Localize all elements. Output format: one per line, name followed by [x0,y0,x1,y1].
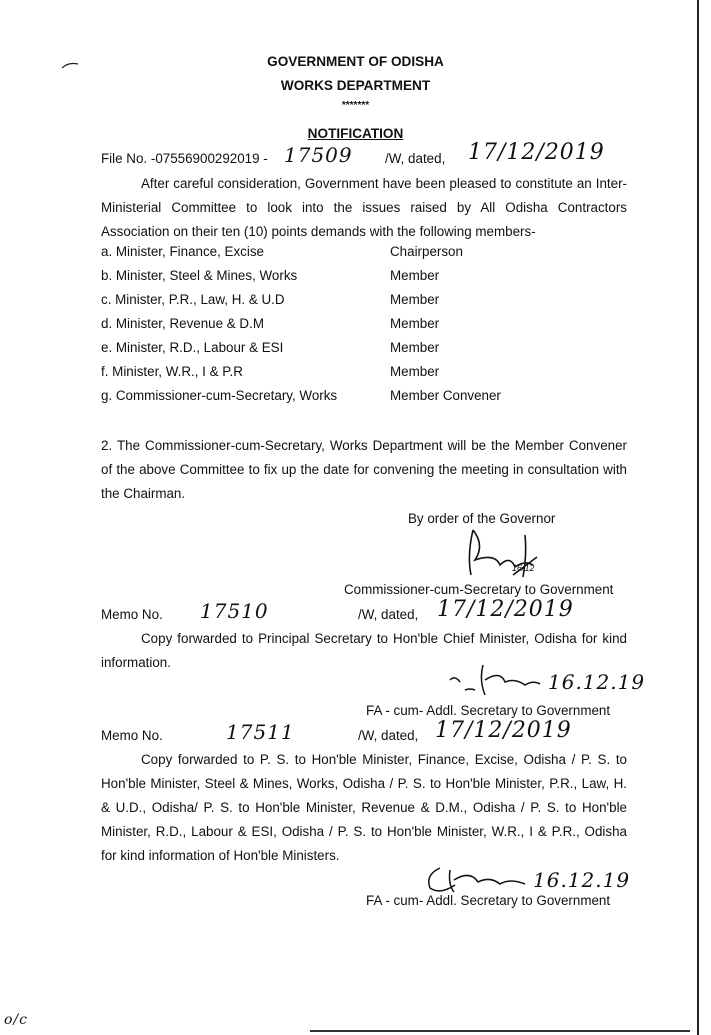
member-row [101,388,601,410]
file-date-handwritten: 17/12/2019 [468,140,605,165]
member-role: Chairperson [390,244,463,259]
member-row [101,316,601,338]
margin-note: o/c [4,1012,28,1028]
memo-2-text: Copy forwarded to P. S. to Hon'ble Minister, Finance, Excise, Odisha / P. S. to Hon'ble Minister, Steel & Mines, Works, Odisha / P. S. to Hon'ble Minister, P.R., Law, H. & U.D., Odisha/ P. S. to Hon'ble Minister, Revenue & D.M., Odisha / P. S. to Hon'ble Minister, R.D., Labour & ESI, Odisha / P. S. to Hon'ble Minister, W.R., I & P.R., Odisha for kind information of Hon'ble Ministers. [101,752,627,863]
page-edge-line [697,0,699,1035]
member-row [101,292,601,314]
member-name: c. Minister, P.R., Law, H. & U.D [101,292,285,307]
commissioner-initials: 16/12 [512,563,535,573]
by-order-line: By order of the Governor [408,511,556,526]
member-name: g. Commissioner-cum-Secretary, Works [101,388,338,403]
signature-fa-1 [445,660,545,700]
memo-2-signature-date: 16.12.19 [533,868,631,892]
intro-paragraph-text: After careful consideration, Government have been pleased to constitute an Inter-Ministerial Committee to look into the issues raised by All Odisha Contractors Association on their ten (10) points demands with the following members- [101,176,627,239]
member-role: Member Convener [390,388,501,403]
member-role: Member [390,268,440,283]
department-heading: WORKS DEPARTMENT [280,78,431,93]
memo-1-dated-label: /W, dated, [358,607,419,622]
memo-2-number-handwritten: 17511 [226,720,295,744]
memo-1-date-handwritten: 17/12/2019 [437,597,574,622]
page-bottom-line [310,1030,690,1032]
notification-heading: NOTIFICATION [307,126,404,141]
memo-2-dated-label: /W, dated, [358,728,419,743]
member-name: a. Minister, Finance, Excise [101,244,264,259]
paragraph-2: 2. The Commissioner-cum-Secretary, Works Department will be the Member Convener of the above Committee to fix up the date for convening the meeting in consultation with the Chairman. [101,438,627,501]
commissioner-designation: Commissioner-cum-Secretary to Government [344,582,614,597]
memo-1-paragraph [101,627,627,675]
file-number-label: File No. -07556900292019 - [101,151,268,166]
government-heading: GOVERNMENT OF ODISHA [267,54,444,69]
member-row [101,340,601,362]
memo-1-label: Memo No. [101,607,163,622]
member-row [101,364,601,386]
file-dated-label: /W, dated, [385,151,446,166]
member-name: b. Minister, Steel & Mines, Works [101,268,298,283]
member-role: Member [390,340,440,355]
intro-paragraph [101,172,627,244]
member-role: Member [390,292,440,307]
member-name: f. Minister, W.R., I & P.R [101,364,243,379]
memo-1-signature-date: 16.12.19 [548,670,646,694]
signature-commissioner [455,525,565,585]
memo-2-designation: FA - cum- Addl. Secretary to Government [366,893,611,908]
member-name: d. Minister, Revenue & D.M [101,316,264,331]
member-row [101,244,601,266]
member-role: Member [390,364,440,379]
memo-1-number-handwritten: 17510 [200,599,269,623]
stars-separator: ******* [341,100,370,111]
memo-2-date-handwritten: 17/12/2019 [435,718,572,743]
memo-2-label: Memo No. [101,728,163,743]
member-role: Member [390,316,440,331]
member-name: e. Minister, R.D., Labour & ESI [101,340,284,355]
memo-1-designation: FA - cum- Addl. Secretary to Government [366,703,611,718]
file-number-handwritten: 17509 [284,143,353,167]
memo-1-text: Copy forwarded to Principal Secretary to Hon'ble Chief Minister, Odisha for kind information. [101,631,627,670]
member-row [101,268,601,290]
memo-2-paragraph [101,748,627,868]
